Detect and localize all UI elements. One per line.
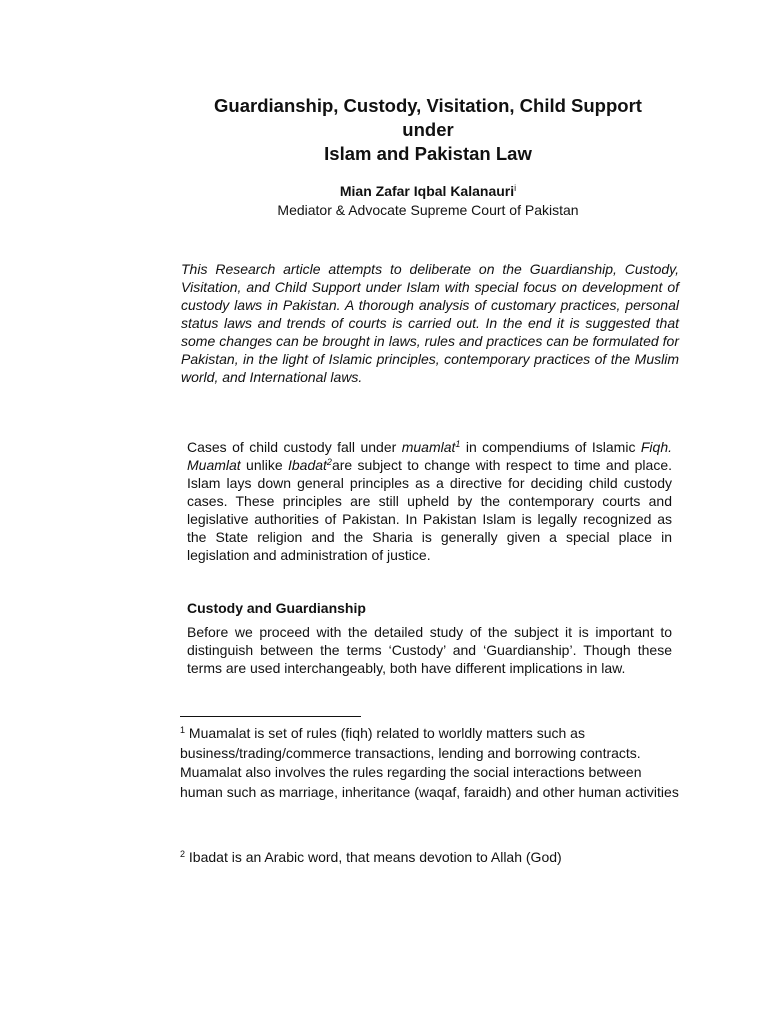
p1-text-4: are subject to change with respect to time and place. Islam lays down general principles as a directive for deciding child custody cases. These principles are still upheld by the contemporary courts and legislative authorities of Pakistan. In Pakistan Islam is legally recognized as the State religion and the Sharia is generally given a special place in legislation and administration of justice. [187, 457, 672, 563]
footnote-separator [180, 716, 361, 717]
p1-text-2: in compendiums of Islamic [460, 439, 641, 455]
p1-term-muamlat: muamlat [401, 439, 456, 455]
footnote-2 [180, 848, 680, 868]
title-line-1: Guardianship, Custody, Visitation, Child Support [214, 95, 642, 116]
p1-term-ibadat: Ibadat [287, 457, 327, 473]
p1-text-3: unlike [240, 457, 288, 473]
footnote-2-text: Ibadat is an Arabic word, that means devotion to Allah (God) [185, 849, 562, 865]
custody-paragraph: Before we proceed with the detailed study of the subject it is important to distinguish between the terms ‘Custody’ and ‘Guardianship’. Though these terms are used interchangeably, both have different implications in law. [187, 624, 672, 676]
abstract: This Research article attempts to deliberate on the Guardianship, Custody, Visitation, and Child Support under Islam with special focus on development of custody laws in Pakistan. A thorough analysis of customary practices, personal status laws and trends of courts is carried out. In the end it is suggested that some changes can be brought in laws, rules and practices can be formulated for Pakistan, in the light of Islamic principles, contemporary practices of the Muslim world, and International laws. [181, 261, 679, 385]
section-heading: Custody and Guardianship [187, 600, 366, 616]
footnote-1-marker: 1 [180, 725, 186, 735]
p1-text-1: Cases of child custody fall under [187, 439, 402, 455]
title-line-3: Islam and Pakistan Law [324, 143, 532, 164]
author-affiliation: Mediator & Advocate Supreme Court of Pakistan [277, 202, 579, 218]
document-title [0, 94, 768, 166]
author-block [0, 182, 768, 220]
p1-term-fiqh: Fiqh. Muamlat [187, 439, 672, 473]
footnote-ref-2: 2 [326, 457, 332, 467]
author-name: Mian Zafar Iqbal Kalanauri [339, 183, 515, 199]
footnote-1 [180, 724, 680, 802]
footnote-1-text: Muamalat is set of rules (fiqh) related to worldly matters such as business/trading/commerce transactions, lending and borrowing contracts. Muamalat also involves the rules regarding the social interactions between human such as marriage, inheritance (waqaf, faraidh) and other human activities [180, 725, 679, 800]
title-line-2: under [402, 119, 454, 140]
intro-paragraph [187, 438, 672, 564]
footnote-2-marker: 2 [180, 849, 186, 859]
footnote-ref-1: 1 [455, 439, 461, 449]
author-endnote-marker: i [514, 183, 517, 193]
author-name-line [0, 182, 768, 201]
